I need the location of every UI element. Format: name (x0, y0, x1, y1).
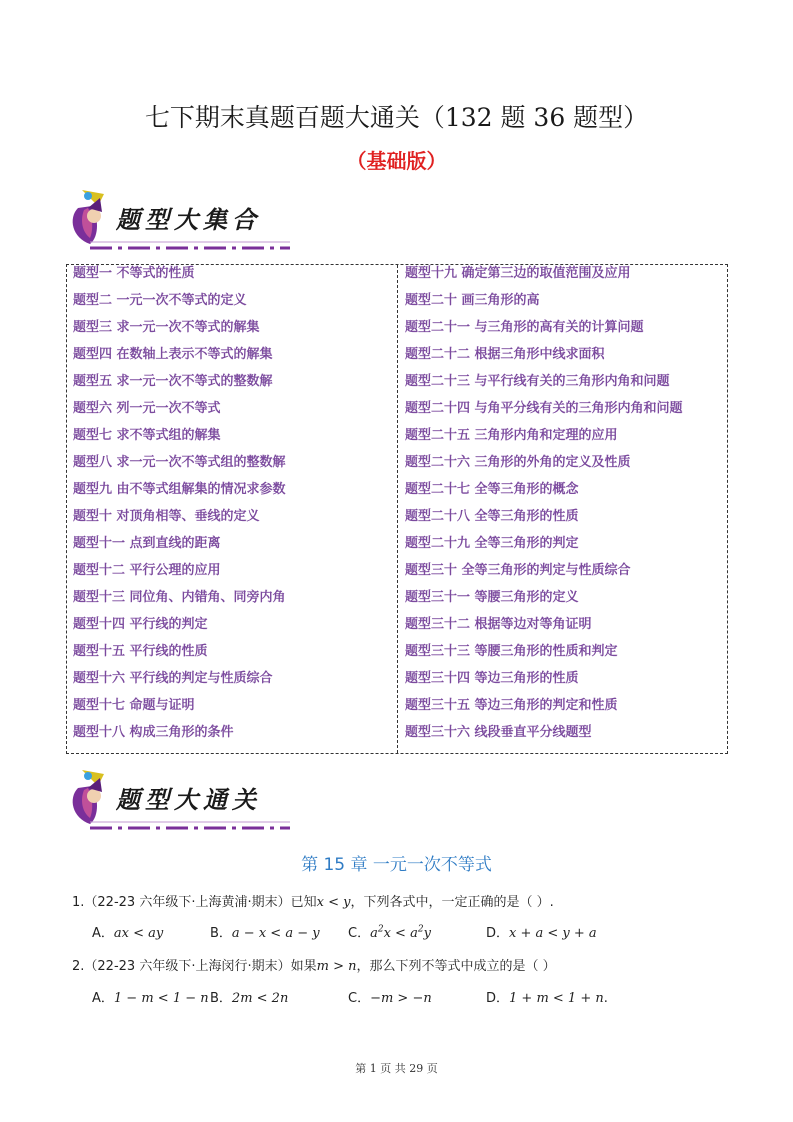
option-expression: 2m < 2n (231, 991, 289, 1006)
option-d[interactable] (486, 987, 608, 1006)
option-label: B． (210, 926, 232, 941)
toc-item[interactable]: 题型九 由不等式组解集的情况求参数 (73, 482, 286, 497)
toc-item[interactable]: 题型三 求一元一次不等式的解集 (73, 320, 260, 335)
exponent: 2 (417, 924, 424, 935)
option-label: D． (486, 991, 510, 1006)
page-footer: 第 1 页 共 29 页 (355, 1062, 438, 1075)
toc-item[interactable]: 题型二十九 全等三角形的判定 (405, 536, 579, 551)
toc-item[interactable]: 题型三十二 根据等边对等角证明 (405, 617, 592, 632)
option-expression: 1 − m < 1 − n (113, 991, 209, 1006)
option-end-mark: . (603, 991, 608, 1006)
option-d[interactable] (486, 922, 597, 941)
banner-title: 题型大通关 (116, 785, 261, 814)
option-expression: −m > −n (370, 991, 432, 1006)
question-stem: ，那么下列不等式中成立的是（ ） (356, 959, 556, 974)
option-label: B． (210, 991, 232, 1006)
option-label: C． (348, 926, 371, 941)
toc-item[interactable]: 题型二十二 根据三角形中线求面积 (405, 347, 605, 362)
option-label: A． (92, 991, 114, 1006)
expr-part: a (370, 926, 378, 941)
toc-item[interactable]: 题型四 在数轴上表示不等式的解集 (73, 347, 273, 362)
question-stem: 如果 (290, 959, 317, 974)
toc-item[interactable]: 题型三十三 等腰三角形的性质和判定 (405, 644, 618, 659)
question-number: 1. (72, 895, 85, 910)
question-source: （22-23 六年级下·上海闵行·期末） (84, 959, 291, 974)
toc-item[interactable]: 题型二十 画三角形的高 (405, 293, 540, 308)
section-banner-collection (64, 186, 294, 252)
question-source: （22-23 六年级下·上海黄浦·期末） (84, 895, 291, 910)
toc-item[interactable]: 题型三十一 等腰三角形的定义 (405, 590, 579, 605)
page-subtitle: （基础版） (346, 149, 447, 173)
toc-item[interactable]: 题型三十五 等边三角形的判定和性质 (405, 698, 618, 713)
expr-part: y (423, 926, 431, 941)
toc-item[interactable]: 题型二十三 与平行线有关的三角形内角和问题 (405, 374, 670, 389)
option-a[interactable] (92, 987, 209, 1006)
toc-item[interactable]: 题型十五 平行线的性质 (73, 644, 208, 659)
option-a[interactable] (92, 922, 163, 941)
option-c[interactable] (348, 922, 431, 941)
option-expression (370, 926, 431, 941)
option-c[interactable] (348, 987, 432, 1006)
question-stem: 已知 (290, 895, 317, 910)
question-condition: m > n (316, 959, 357, 974)
exponent: 2 (377, 924, 384, 935)
question-2 (72, 955, 556, 974)
toc-item[interactable]: 题型三十四 等边三角形的性质 (405, 671, 579, 686)
option-b[interactable] (210, 987, 288, 1006)
toc-item[interactable]: 题型十七 命题与证明 (73, 698, 195, 713)
toc-item[interactable]: 题型十一 点到直线的距离 (73, 536, 221, 551)
chapter-heading: 第 15 章 一元一次不等式 (301, 855, 492, 875)
question-stem: ，下列各式中，一定正确的是（ ）. (350, 895, 554, 910)
toc-item[interactable]: 题型二 一元一次不等式的定义 (73, 293, 247, 308)
option-expression: 1 + m < 1 + n (509, 991, 604, 1006)
toc-item[interactable]: 题型十 对顶角相等、垂线的定义 (73, 509, 260, 524)
toc-item[interactable]: 题型一 不等式的性质 (73, 266, 195, 281)
toc-item[interactable]: 题型三十 全等三角形的判定与性质综合 (405, 563, 631, 578)
option-expression: a − x < a − y (231, 926, 320, 941)
toc-item[interactable]: 题型二十六 三角形的外角的定义及性质 (405, 455, 631, 470)
toc-item[interactable]: 题型十八 构成三角形的条件 (73, 725, 234, 740)
toc-item[interactable]: 题型十二 平行公理的应用 (73, 563, 221, 578)
toc-item[interactable]: 题型十九 确定第三边的取值范围及应用 (405, 266, 631, 281)
toc-item[interactable]: 题型二十八 全等三角形的性质 (405, 509, 579, 524)
toc-item[interactable]: 题型五 求一元一次不等式的整数解 (73, 374, 273, 389)
option-b[interactable] (210, 922, 320, 941)
toc-divider (397, 265, 398, 753)
option-expression: x + a < y + a (509, 926, 597, 941)
toc-item[interactable]: 题型二十七 全等三角形的概念 (405, 482, 579, 497)
toc-item[interactable]: 题型二十一 与三角形的高有关的计算问题 (405, 320, 644, 335)
option-label: D． (486, 926, 510, 941)
toc-item[interactable]: 题型八 求一元一次不等式组的整数解 (73, 455, 286, 470)
question-number: 2. (72, 959, 85, 974)
toc-item[interactable]: 题型十六 平行线的判定与性质综合 (73, 671, 273, 686)
question-type-index (66, 264, 728, 754)
question-1 (72, 891, 554, 910)
banner-title: 题型大集合 (116, 205, 261, 234)
toc-item[interactable]: 题型二十五 三角形内角和定理的应用 (405, 428, 618, 443)
section-banner-practice (64, 766, 294, 832)
option-expression: ax < ay (113, 926, 164, 941)
page-title: 七下期末真题百题大通关（132 题 36 题型） (144, 103, 649, 132)
toc-item[interactable]: 题型十三 同位角、内错角、同旁内角 (73, 590, 286, 605)
toc-item[interactable]: 题型三十六 线段垂直平分线题型 (405, 725, 592, 740)
toc-item[interactable]: 题型十四 平行线的判定 (73, 617, 208, 632)
expr-part: x < a (383, 926, 418, 941)
toc-item[interactable]: 题型二十四 与角平分线有关的三角形内角和问题 (405, 401, 683, 416)
option-label: C． (348, 991, 371, 1006)
option-label: A． (92, 926, 114, 941)
question-condition: x < y (316, 895, 351, 910)
toc-item[interactable]: 题型六 列一元一次不等式 (73, 401, 221, 416)
toc-item[interactable]: 题型七 求不等式组的解集 (73, 428, 221, 443)
